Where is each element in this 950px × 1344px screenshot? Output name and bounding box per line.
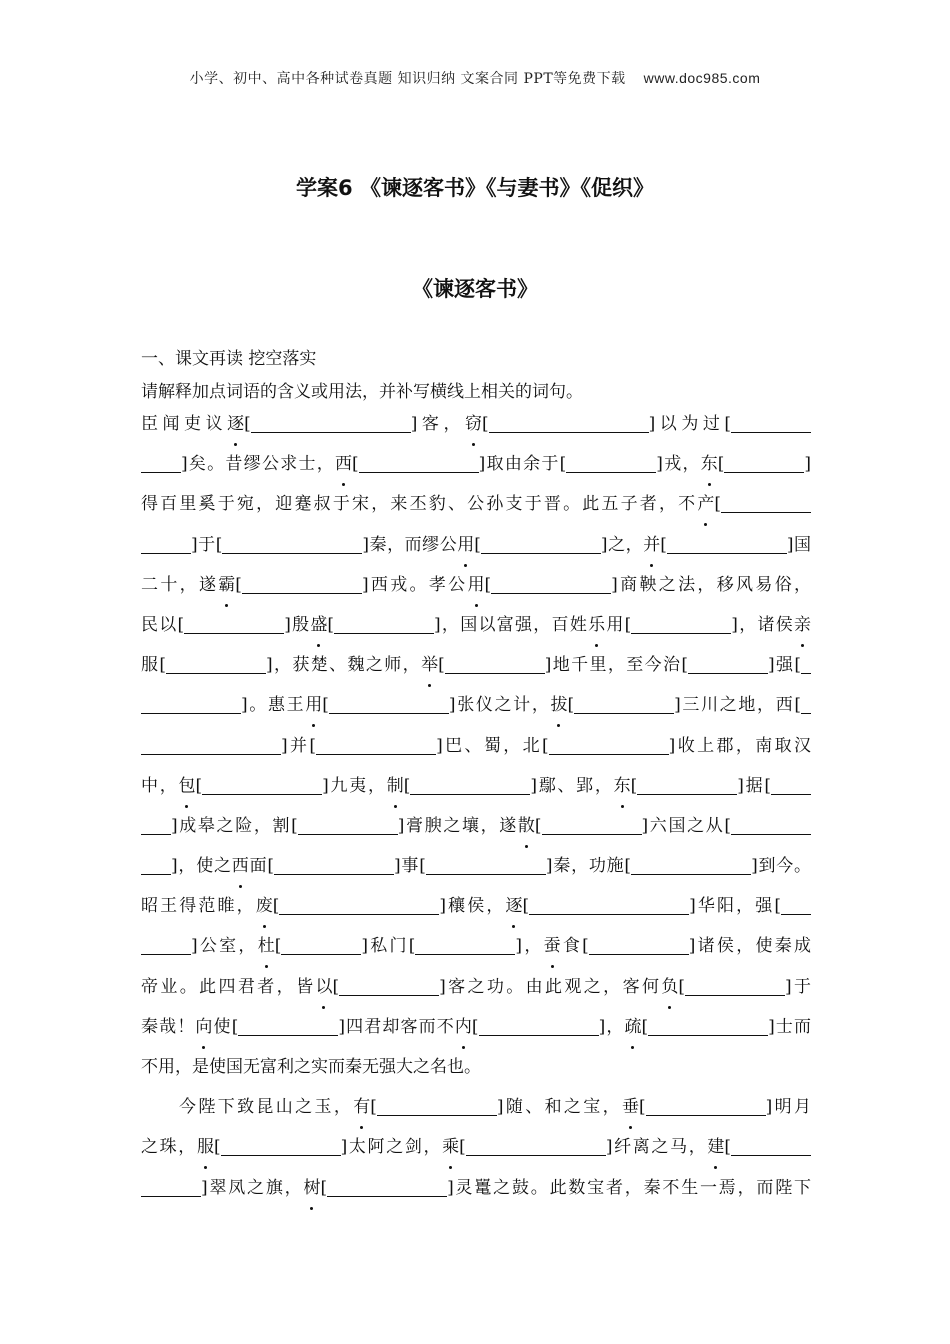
passage-line [141, 528, 811, 568]
blank-underline[interactable] [377, 1095, 497, 1116]
answer-blank[interactable]: [ ] [235, 574, 369, 595]
blank-underline[interactable] [574, 693, 674, 714]
blank-underline[interactable] [141, 734, 281, 755]
answer-blank[interactable]: [ ] [177, 614, 291, 635]
blank-underline[interactable] [731, 814, 811, 835]
blank-underline[interactable] [141, 452, 181, 473]
blank-underline[interactable] [631, 854, 751, 875]
answer-blank[interactable]: [ ] [660, 534, 794, 555]
blank-underline[interactable] [731, 1135, 811, 1156]
answer-blank[interactable]: [ ] [641, 1016, 775, 1037]
blank-underline[interactable] [221, 1135, 341, 1156]
dotted-keyword: 内 [455, 1010, 472, 1044]
passage-line [141, 648, 811, 688]
passage-text: 今陛下致昆山之玉， [179, 1097, 354, 1118]
answer-blank[interactable]: [ ] [484, 574, 618, 595]
blank-underline[interactable] [166, 653, 266, 674]
blank-underline[interactable] [566, 452, 656, 473]
passage-text: 事 [400, 856, 420, 877]
dotted-keyword: 亲 [794, 608, 811, 642]
blank-underline[interactable] [329, 693, 449, 714]
passage-line [141, 849, 811, 889]
dotted-keyword: 向 [195, 1010, 212, 1044]
passage-text: ，诸侯 [737, 614, 795, 635]
passage-text: 四君却客而不 [344, 1016, 455, 1037]
dotted-keyword: 产 [697, 487, 714, 521]
answer-blank[interactable]: [ ] [717, 454, 811, 475]
answer-blank[interactable]: [ ] [624, 614, 738, 635]
passage-text: 张仪之计， [455, 695, 551, 716]
passage-line [141, 809, 811, 849]
blank-underline[interactable] [327, 1176, 447, 1197]
passage-text: 得百里奚于宛，迎蹇叔于宋，来丕豹、公孙支于晋。此五子者，不 [141, 494, 698, 515]
passage-text: 士而 [774, 1016, 812, 1037]
blank-underline[interactable] [316, 734, 436, 755]
answer-blank[interactable]: [ ] [459, 1137, 613, 1158]
passage-text: 西戎。孝公 [368, 574, 468, 595]
passage-text: 客， [417, 414, 465, 434]
passage-text: 不用，是使国无富利之实而秦无强大之名也。 [141, 1057, 481, 1077]
blank-underline[interactable] [731, 412, 811, 433]
passage-text: 鄢、郢， [536, 775, 614, 796]
blank-underline[interactable] [466, 1135, 606, 1156]
answer-blank[interactable]: [ ] [291, 815, 405, 836]
blank-underline[interactable] [491, 573, 611, 594]
passage-text: 中， [141, 775, 179, 796]
passage [141, 407, 811, 1211]
dotted-keyword: 垂 [622, 1090, 639, 1124]
blank-underline[interactable] [251, 412, 411, 433]
answer-blank[interactable]: [ ] [159, 655, 273, 676]
dotted-keyword: 以 [315, 970, 332, 1004]
dotted-keyword: 窃 [465, 407, 482, 441]
answer-blank[interactable]: [ ] [582, 936, 696, 957]
passage-text: 服 [141, 655, 160, 676]
blank-underline[interactable] [637, 774, 737, 795]
passage-line [141, 729, 811, 769]
section-subtitle: 《谏逐客书》 [412, 277, 538, 301]
answer-blank[interactable]: ] [141, 809, 178, 843]
passage-line [141, 1090, 811, 1130]
dotted-keyword: 废 [256, 889, 273, 923]
answer-blank[interactable]: [ ] [327, 614, 441, 635]
blank-underline[interactable] [724, 452, 804, 473]
answer-blank[interactable]: [ ] [639, 1097, 773, 1118]
passage-text: 于 [197, 534, 216, 555]
passage-line [141, 1010, 811, 1050]
blank-underline[interactable] [359, 452, 479, 473]
passage-text: 纤离之马， [612, 1137, 708, 1158]
blank-underline[interactable] [801, 653, 811, 674]
passage-text: 明月 [772, 1097, 812, 1118]
blank-underline[interactable] [415, 934, 515, 955]
answer-blank[interactable]: [ ] [408, 936, 523, 957]
passage-text: 秦哉！ [141, 1016, 196, 1037]
blank-underline[interactable] [667, 533, 787, 554]
dotted-keyword: 举 [421, 648, 438, 682]
blank-underline[interactable] [279, 894, 439, 915]
passage-line [141, 1050, 811, 1090]
passage-text: 成皋之险，割 [177, 815, 292, 836]
passage-line [141, 608, 811, 648]
answer-blank[interactable]: [ ] [630, 775, 744, 796]
blank-underline[interactable] [141, 854, 171, 875]
dotted-keyword: 逐 [505, 889, 522, 923]
passage-text: 于 [791, 976, 812, 997]
passage-text: 地千里，至今治 [551, 655, 682, 676]
dotted-keyword: 拔 [550, 688, 567, 722]
passage-line [141, 568, 811, 608]
blank-underline[interactable] [184, 613, 284, 634]
passage-text: ， [522, 936, 544, 957]
blank-underline[interactable] [445, 653, 545, 674]
passage-line [141, 1130, 811, 1170]
passage-text: 以为过 [655, 414, 725, 434]
passage-text: 矣。昔缪公求士， [187, 454, 336, 475]
passage-line [141, 970, 811, 1010]
blank-underline[interactable] [631, 613, 731, 634]
answer-blank[interactable]: [ ] [542, 735, 676, 756]
blank-underline[interactable] [141, 934, 191, 955]
passage-text: 并 [287, 735, 310, 756]
passage-text: 民以 [141, 614, 178, 635]
answer-blank[interactable]: [ ] [438, 655, 552, 676]
blank-underline[interactable] [339, 975, 439, 996]
passage-text: 客之功。由此观之，客何 [445, 976, 662, 997]
answer-blank[interactable]: [ ] [195, 775, 329, 796]
passage-text: 昭王得范睢， [141, 896, 256, 917]
passage-text: 巴、蜀，北 [442, 735, 543, 756]
dotted-keyword: 盛 [310, 608, 327, 642]
header-site-link[interactable]: www.doc985.com [643, 70, 761, 86]
passage-text: 之， [607, 534, 644, 555]
page-title: 学案6 《谏逐客书》《与妻书》《促织》 [296, 176, 654, 200]
passage-text: 商鞅之法，移风易俗， [617, 574, 812, 595]
answer-blank[interactable]: ] [141, 849, 178, 883]
answer-blank[interactable]: [ ] [567, 695, 681, 716]
page-header [0, 68, 950, 88]
passage-text: 六国之从 [648, 815, 725, 836]
dotted-keyword: 东 [701, 447, 718, 481]
blank-underline[interactable] [202, 774, 322, 795]
blank-underline[interactable] [688, 653, 768, 674]
answer-blank[interactable]: ] [141, 528, 198, 562]
passage-text: 国 [793, 534, 812, 555]
dotted-keyword: 杜 [258, 929, 275, 963]
passage-text: 灵鼍之鼓。此数宝者，秦不生一焉，而陛下 [453, 1177, 812, 1198]
passage-line [141, 447, 811, 487]
passage-text: 太阿之剑， [347, 1137, 443, 1158]
answer-blank[interactable]: [ ] [215, 534, 370, 555]
passage-text: 据 [743, 775, 765, 796]
answer-blank[interactable]: [ ] [352, 454, 486, 475]
section-heading: 一、课文再读 挖空落实 [141, 349, 317, 369]
passage-text: ， [605, 1016, 625, 1037]
answer-blank[interactable]: [ ] [474, 534, 608, 555]
header-text: 小学、初中、高中各种试卷真题 知识归纳 文案合同 PPT等免费下载 [189, 71, 626, 87]
passage-text: 华阳，强 [695, 896, 775, 917]
answer-blank[interactable]: [ [724, 809, 811, 843]
answer-blank[interactable]: ] [141, 929, 198, 963]
answer-blank[interactable]: [ [724, 407, 811, 441]
answer-blank[interactable]: [ ] [481, 414, 656, 434]
blank-underline[interactable] [489, 412, 649, 433]
dotted-keyword: 乘 [442, 1130, 459, 1164]
answer-blank[interactable]: [ ] [320, 1177, 454, 1198]
blank-underline[interactable] [410, 774, 530, 795]
blank-underline[interactable] [281, 934, 361, 955]
answer-blank[interactable]: ] [141, 688, 248, 722]
answer-blank[interactable]: [ ] [231, 1016, 345, 1037]
blank-underline[interactable] [771, 774, 811, 795]
answer-blank[interactable]: [ ] [322, 695, 456, 716]
passage-text: 取由余于 [485, 454, 560, 475]
dotted-keyword: 用 [468, 568, 485, 602]
blank-underline[interactable] [298, 814, 398, 835]
blank-underline[interactable] [646, 1095, 766, 1116]
dotted-keyword: 东 [614, 769, 631, 803]
blank-underline[interactable] [479, 1015, 599, 1036]
answer-blank[interactable]: [ ] [522, 896, 696, 917]
blank-underline[interactable] [542, 814, 642, 835]
dotted-keyword: 西 [232, 849, 249, 883]
passage-line [141, 1171, 811, 1211]
answer-blank[interactable]: [ [724, 1130, 811, 1164]
passage-text: 翠凤之旗， [207, 1177, 304, 1198]
passage-text: 帝业。此四君者，皆 [141, 976, 316, 997]
passage-line [141, 487, 811, 527]
answer-blank[interactable]: [ ] [403, 775, 537, 796]
answer-blank[interactable]: [ ] [681, 655, 775, 676]
answer-blank[interactable]: [ ] [272, 896, 446, 917]
passage-text: 秦，而缪公 [369, 534, 458, 555]
passage-text: 之珠， [141, 1137, 197, 1158]
dotted-keyword: 霸 [218, 568, 235, 602]
blank-underline[interactable] [529, 894, 689, 915]
dotted-keyword: 制 [387, 769, 404, 803]
dotted-keyword: 负 [661, 970, 678, 1004]
answer-blank[interactable]: [ ] [370, 1097, 504, 1118]
passage-line [141, 889, 811, 929]
passage-text: 强 [774, 655, 795, 676]
blank-underline[interactable] [274, 854, 394, 875]
passage-text: 。惠王 [247, 695, 306, 716]
dotted-keyword: 服 [197, 1130, 214, 1164]
answer-blank[interactable]: [ ] [559, 454, 663, 475]
passage-text: 戎， [662, 454, 701, 475]
passage-text: 私门 [367, 936, 409, 957]
passage-text: 殷 [290, 614, 311, 635]
passage-text: 秦，功施 [552, 856, 625, 877]
blank-underline[interactable] [589, 934, 689, 955]
passage-line [141, 688, 811, 728]
blank-underline[interactable] [685, 975, 785, 996]
answer-blank[interactable]: [ ] [419, 856, 553, 877]
passage-text: 穰侯， [446, 896, 506, 917]
dotted-keyword: 疏 [624, 1010, 641, 1044]
blank-underline[interactable] [801, 693, 811, 714]
blank-underline[interactable] [242, 573, 362, 594]
answer-blank[interactable]: ] [141, 447, 188, 481]
passage-text: 二十，遂 [141, 574, 219, 595]
dotted-keyword: 用 [457, 528, 474, 562]
passage-line [141, 769, 811, 809]
dotted-keyword: 有 [353, 1090, 370, 1124]
blank-underline[interactable] [721, 492, 811, 513]
passage-text: ，国以富强，百姓 [440, 614, 589, 635]
passage-text: 随、和之宝， [503, 1097, 623, 1118]
passage-text: 公室， [197, 936, 258, 957]
dotted-keyword: 西 [335, 447, 352, 481]
passage-text: ，获楚、魏之师， [272, 655, 422, 676]
passage-text: 诸侯，使秦成 [695, 936, 811, 957]
passage-text: 到今。 [757, 856, 812, 877]
answer-blank[interactable]: [ ] [678, 976, 792, 997]
blank-underline[interactable] [781, 894, 811, 915]
answer-blank[interactable]: [ ] [274, 936, 368, 957]
blank-underline[interactable] [141, 693, 241, 714]
answer-blank[interactable]: [ ] [332, 976, 446, 997]
blank-underline[interactable] [549, 734, 669, 755]
blank-underline[interactable] [141, 533, 191, 554]
dotted-keyword: 用 [305, 688, 322, 722]
answer-blank[interactable]: [ [774, 889, 811, 923]
answer-blank[interactable]: [ [714, 487, 811, 521]
answer-blank[interactable]: [ ] [213, 1137, 348, 1158]
blank-underline[interactable] [141, 814, 171, 835]
blank-underline[interactable] [238, 1015, 338, 1036]
answer-blank[interactable]: [ ] [534, 815, 649, 836]
blank-underline[interactable] [334, 613, 434, 634]
passage-text: 膏腴之壤，遂 [404, 815, 518, 836]
dotted-keyword: 包 [178, 769, 195, 803]
passage-text: 使 [212, 1016, 232, 1037]
answer-blank[interactable]: ] [141, 729, 288, 763]
answer-blank[interactable]: [ ] [471, 1016, 606, 1037]
passage-line [141, 929, 811, 969]
answer-blank[interactable]: [ ] [309, 735, 443, 756]
passage-line [141, 407, 811, 447]
passage-text: 收上郡，南取汉 [675, 735, 812, 756]
blank-underline[interactable] [426, 854, 546, 875]
dotted-keyword: 树 [303, 1171, 320, 1205]
answer-blank[interactable]: [ ] [267, 856, 401, 877]
answer-blank[interactable]: [ [764, 769, 811, 803]
passage-text: 三川之地，西 [680, 695, 795, 716]
blank-underline[interactable] [481, 533, 601, 554]
answer-blank[interactable]: [ [794, 648, 811, 682]
blank-underline[interactable] [222, 533, 362, 554]
dotted-keyword: 散 [518, 809, 535, 843]
dotted-keyword: 逐 [227, 407, 244, 441]
dotted-keyword: 建 [707, 1130, 724, 1164]
blank-underline[interactable] [648, 1015, 768, 1036]
dotted-keyword: 乐 [588, 608, 605, 642]
passage-text: 用 [605, 614, 625, 635]
blank-underline[interactable] [141, 1176, 201, 1197]
passage-text: 面 [248, 856, 268, 877]
passage-text: 食 [560, 936, 583, 957]
answer-blank[interactable]: [ ] [244, 414, 418, 434]
answer-blank[interactable]: [ [794, 688, 811, 722]
passage-text: 九夷， [328, 775, 387, 796]
instruction-text: 请解释加点词语的含义或用法，并补写横线上相关的词句。 [141, 382, 583, 402]
dotted-keyword: 蚕 [544, 929, 561, 963]
dotted-keyword: 并 [643, 528, 660, 562]
answer-blank[interactable]: [ ] [624, 856, 758, 877]
passage-text: ，使之 [177, 856, 232, 877]
answer-blank[interactable]: ] [141, 1171, 208, 1205]
passage-text: 臣闻吏议 [141, 414, 228, 434]
